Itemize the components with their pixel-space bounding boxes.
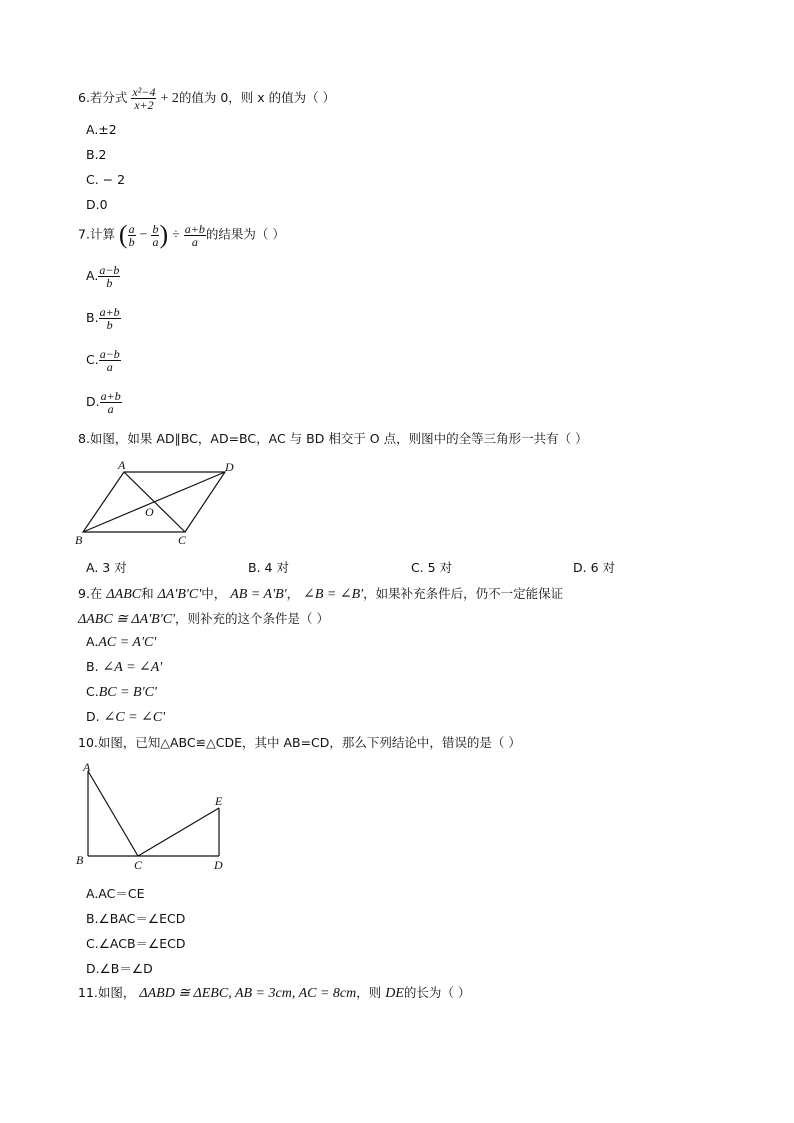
q9-option-d: D. ∠C = ∠C': [86, 709, 166, 725]
question-9-line-2: ΔABC ≅ ΔA'B'C'，则补充的这个条件是（ ）: [78, 611, 330, 627]
q8-parallelogram-figure: [70, 456, 250, 548]
q9-option-c: C.BC = B'C': [86, 684, 157, 700]
q6-fraction-numerator: x²−4: [132, 85, 156, 99]
q10-option-a: A.AC＝CE: [86, 886, 145, 901]
q7-suffix: 的结果为（ ）: [205, 226, 285, 242]
q6-option-a: A.±2: [86, 122, 117, 137]
question-11-stem: 11.如图， ΔABD ≅ ΔEBC, AB = 3cm, AC = 8cm，则 DE的长为（ ）: [78, 985, 471, 1001]
q10-triangles-figure: [72, 758, 242, 876]
q7-option-b: B. $\frac{a+b}{b}$: [86, 305, 120, 332]
q8-option-a: A. 3 对: [86, 560, 127, 575]
q10-label-c: C: [134, 858, 143, 872]
q6-option-d: D.0: [86, 197, 108, 212]
q10-option-d: D.∠B＝∠D: [86, 961, 153, 976]
q10-option-c: C.∠ACB＝∠ECD: [86, 936, 186, 951]
q7-prefix: 7.计算: [78, 226, 115, 242]
q7-option-c: C. $\frac{a-b}{a}$: [86, 347, 120, 374]
q7-fraction-1: $\frac{a}{b}$: [128, 221, 135, 249]
q7-fraction-2: $\frac{b}{a}$: [152, 221, 159, 249]
q10-label-a: A: [83, 760, 91, 774]
q6-suffix: 的值为 0，则 x 的值为（ ）: [178, 90, 336, 105]
q10-label-e: E: [215, 794, 223, 808]
q8-label-c: C: [178, 533, 187, 547]
q6-fraction-denominator: x+2: [134, 98, 154, 112]
q6-option-b: B.2: [86, 147, 107, 162]
q6-plus-term: + 2: [160, 91, 179, 106]
q9-option-a: A.AC = A'C': [86, 634, 157, 650]
q8-label-a: A: [118, 458, 126, 472]
q6-fraction: [131, 86, 156, 111]
question-10-stem: 10.如图，已知△ABC≌△CDE，其中 AB=CD，那么下列结论中，错误的是（ ）: [78, 735, 521, 750]
q10-option-b: B.∠BAC＝∠ECD: [86, 911, 186, 926]
q8-option-b: B. 4 对: [248, 560, 289, 575]
q9-option-b: B. ∠A = ∠A': [86, 659, 163, 675]
question-7-stem: 7.计算 ( $\frac{a}{b}$ − $\frac{b}{a}$ ) ÷ $\frac{a+b}{a}$ 的结果为（ ）: [78, 220, 285, 249]
question-8-stem: 8.如图，如果 AD∥BC，AD=BC，AC 与 BD 相交于 O 点，则图中的全等三角形一共有（ ）: [78, 431, 588, 446]
question-6-stem: [78, 86, 335, 111]
q7-fraction-3: $\frac{a+b}{a}$: [184, 221, 205, 249]
q8-label-d: D: [225, 460, 234, 474]
q8-label-o: O: [145, 505, 154, 519]
q7-option-a: A. $\frac{a-b}{b}$: [86, 263, 120, 290]
question-9-line-1: 9.在 ΔABC和 ΔA'B'C'中， AB = A'B'， ∠B = ∠B'，如果补充条件后，仍不一定能保证: [78, 586, 564, 602]
q8-label-b: B: [75, 533, 83, 547]
q8-option-c: C. 5 对: [411, 560, 453, 575]
q8-option-d: D. 6 对: [573, 560, 615, 575]
q10-label-b: B: [76, 853, 84, 867]
q10-label-d: D: [214, 858, 223, 872]
q6-option-c: C. − 2: [86, 172, 126, 187]
q6-prefix: 6.若分式: [78, 90, 128, 105]
q7-option-d: D. $\frac{a+b}{a}$: [86, 389, 121, 416]
